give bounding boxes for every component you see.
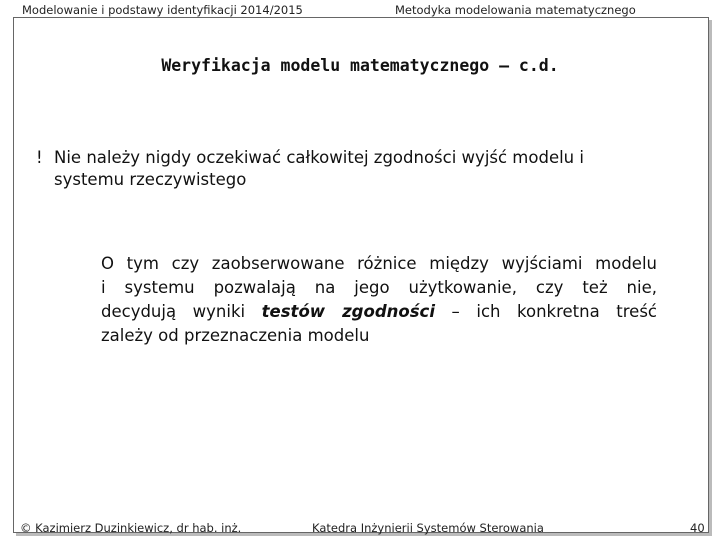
- paragraph-line-2: i systemu pozwalają na jego użytkowanie, czy też nie,: [101, 278, 657, 297]
- point-line-2: systemu rzeczywistego: [54, 170, 247, 189]
- exclamation-marker: !: [36, 148, 43, 167]
- header-section-title: Metodyka modelowania matematycznego: [395, 3, 636, 17]
- paragraph-line-4: zależy od przeznaczenia modelu: [101, 326, 370, 345]
- point-line-1: [36, 147, 676, 169]
- explanation-paragraph: [101, 252, 657, 348]
- paragraph-line-3: [101, 300, 657, 324]
- footer-author: © Kazimierz Duzinkiewicz, dr hab. inż.: [20, 521, 242, 535]
- point-item: [36, 147, 676, 191]
- emphasis-zgodnosci-tests: testów zgodności: [261, 302, 435, 321]
- footer-department: Katedra Inżynierii Systemów Sterowania: [312, 521, 544, 535]
- slide-title: Weryfikacja modelu matematycznego – c.d.: [161, 56, 559, 75]
- paragraph-line-1: O tym czy zaobserwowane różnice między wyjściami modelu: [101, 254, 657, 273]
- paragraph-line-3-before: decydują wyniki: [101, 302, 262, 321]
- paragraph-line-3-after: – ich konkretna treść: [434, 302, 657, 321]
- header-course-title: Modelowanie i podstawy identyfikacji 2014/2015: [22, 3, 303, 17]
- point-text-1: Nie należy nigdy oczekiwać całkowitej zgodności wyjść modelu i: [54, 148, 584, 167]
- footer-page-number: 40: [690, 521, 705, 535]
